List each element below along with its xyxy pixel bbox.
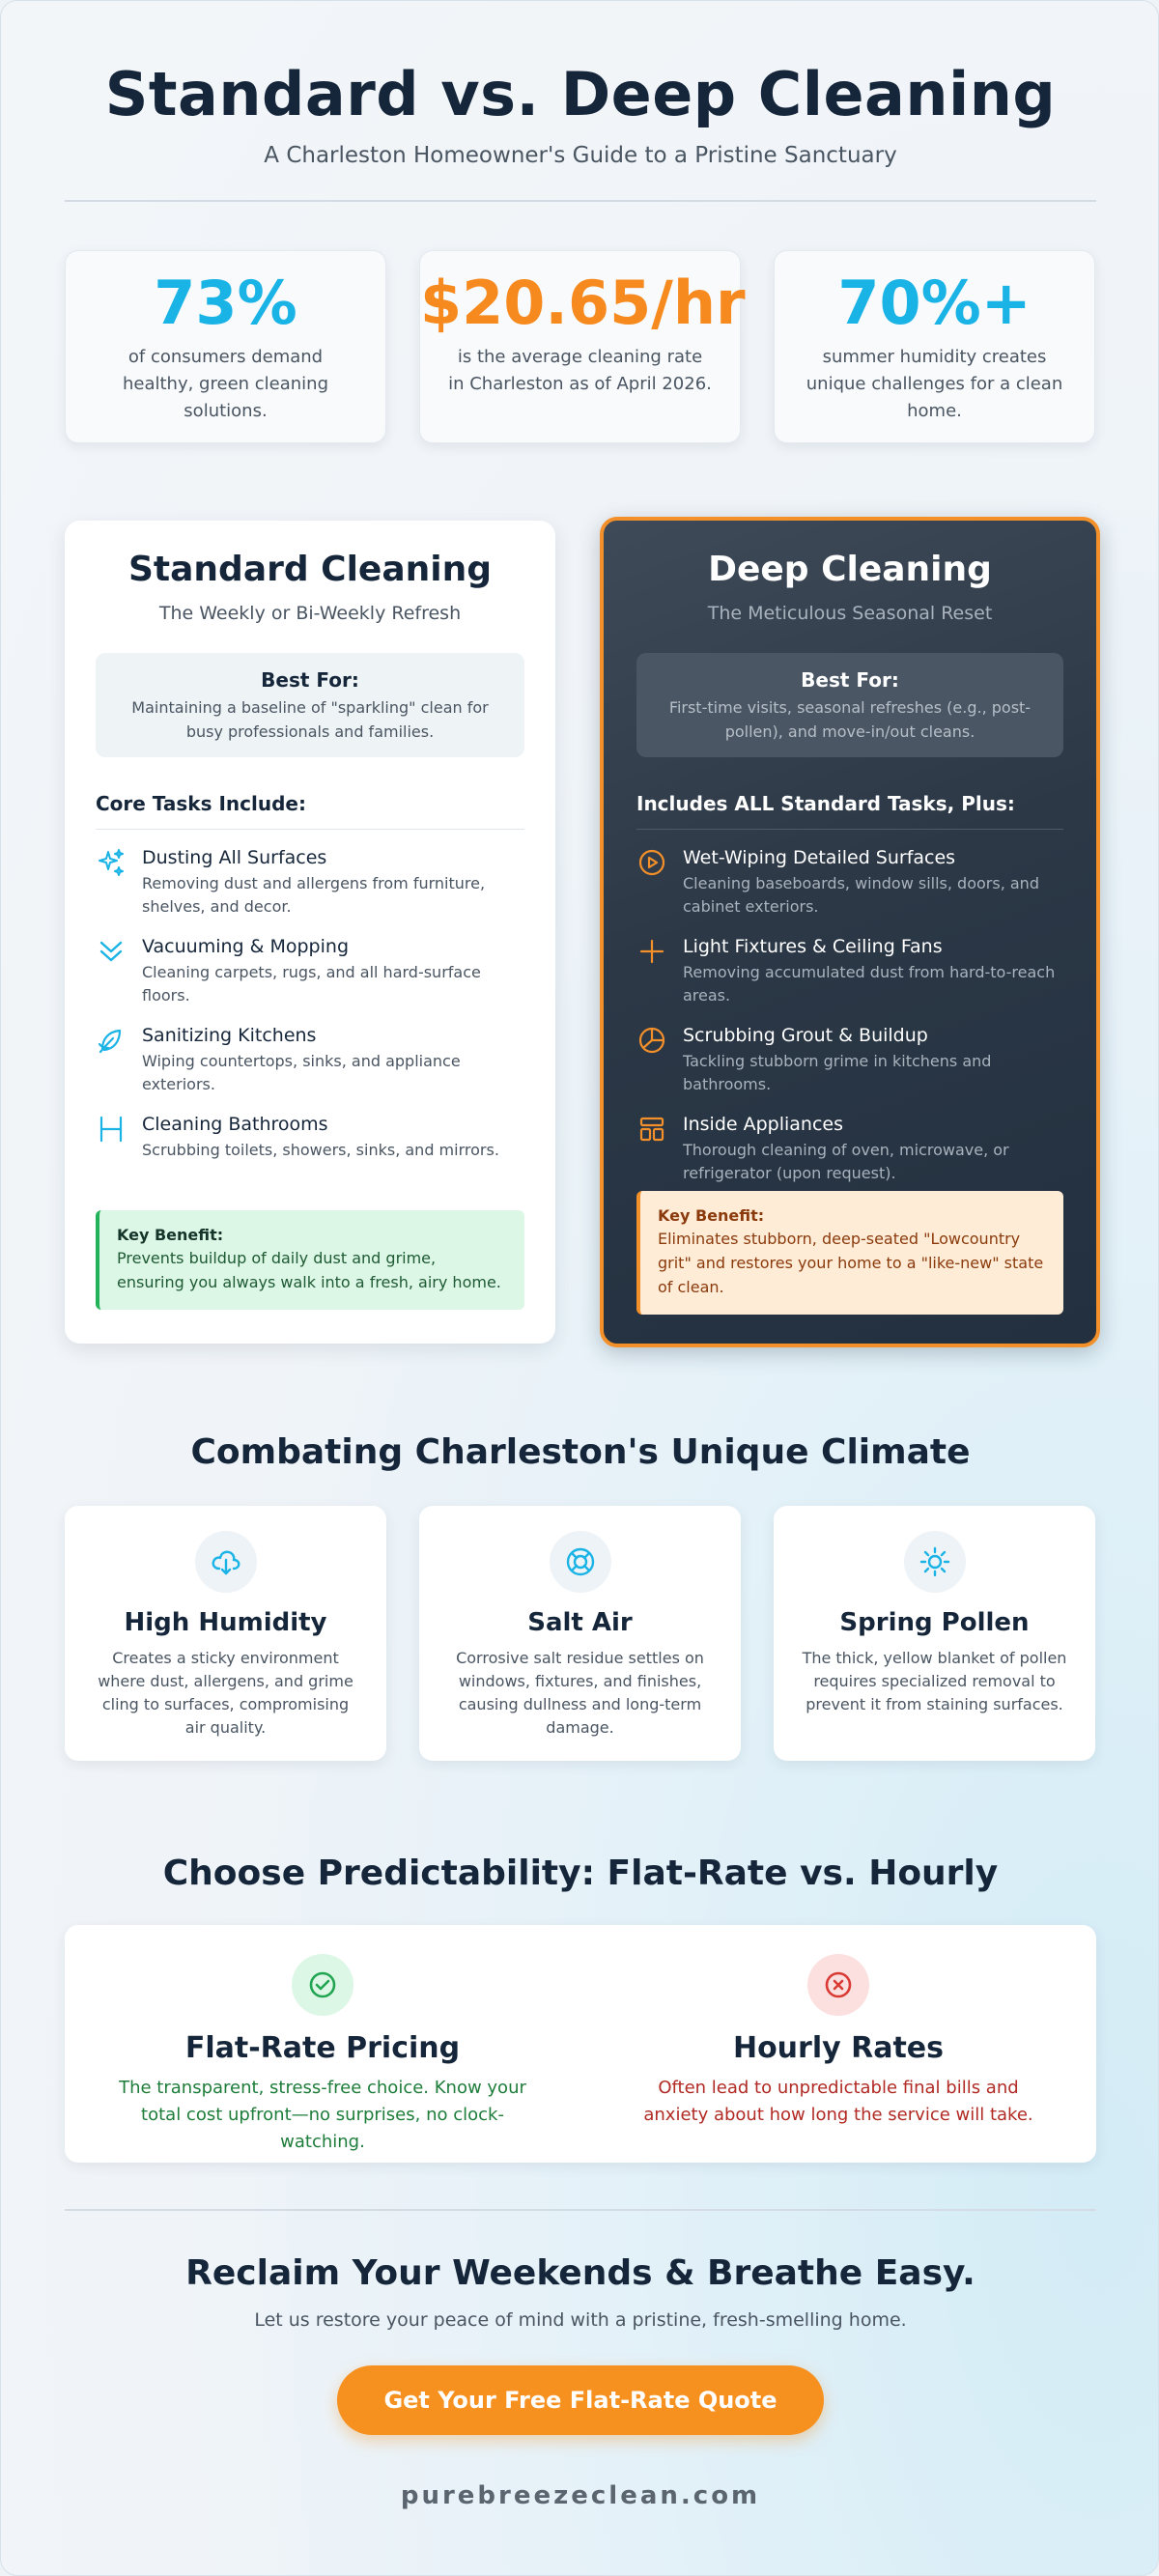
flat-rate-column (65, 1925, 580, 2156)
hourly-description: Often lead to unpredictable final bills and anxiety about how long the service will take. (643, 2078, 1033, 2125)
flat-rate-description: The transparent, stress-free choice. Know your total cost upfront—no surprises, no clock-watching. (119, 2078, 526, 2152)
task-description: Scrubbing toilets, showers, sinks, and mirrors. (142, 1141, 499, 1159)
task-description: Cleaning carpets, rugs, and all hard-surface floors. (142, 963, 481, 1005)
card-title: Standard Cleaning (127, 550, 492, 589)
task-item (96, 934, 524, 1007)
climate-card-salt-air (419, 1506, 741, 1761)
stat-description: of consumers demand healthy, green cleaning solutions. (122, 347, 329, 421)
task-title: Scrubbing Grout & Buildup (683, 1025, 928, 1046)
chevrons-down-icon (96, 936, 127, 967)
stat-value: 70%+ (837, 268, 1032, 338)
key-benefit-box (636, 1191, 1063, 1315)
task-description: Tackling stubborn grime in kitchens and bathrooms. (683, 1052, 992, 1093)
cta-title: Reclaim Your Weekends & Breathe Easy. (185, 2253, 975, 2293)
plus-icon (636, 936, 667, 967)
stat-value: 73% (154, 268, 297, 338)
task-description: Wiping countertops, sinks, and appliance exteriors. (142, 1052, 461, 1093)
task-title: Cleaning Bathrooms (142, 1114, 328, 1135)
best-for-heading: Best For: (261, 668, 359, 692)
stat-value: $20.65/hr (420, 268, 746, 338)
stat-description: is the average cleaning rate in Charleston as of April 2026. (448, 347, 712, 394)
climate-heading: Combating Charleston's Unique Climate (190, 1432, 971, 1472)
stat-card-humidity (774, 250, 1095, 443)
card-title: Deep Cleaning (708, 550, 992, 589)
play-circle-icon (636, 847, 667, 878)
task-item (96, 1112, 524, 1162)
stat-card-rate (419, 250, 746, 443)
icon-circle (904, 1531, 966, 1593)
divider (65, 200, 1096, 202)
climate-title: Spring Pollen (839, 1608, 1030, 1637)
task-item (96, 1023, 524, 1096)
bath-icon (96, 1114, 127, 1145)
task-item (636, 1023, 1063, 1096)
card-subtitle: The Meticulous Seasonal Reset (707, 603, 993, 624)
page-subtitle: A Charleston Homeowner's Guide to a Pristine Sanctuary (264, 143, 897, 168)
card-subtitle: The Weekly or Bi-Weekly Refresh (158, 603, 462, 624)
climate-title: High Humidity (124, 1608, 327, 1637)
pie-icon (636, 1025, 667, 1056)
climate-description: Corrosive salt residue settles on windows, fixtures, and finishes, causing dullness and long-term damage. (456, 1649, 704, 1737)
icon-circle (195, 1531, 257, 1593)
task-item (636, 845, 1063, 919)
task-title: Wet-Wiping Detailed Surfaces (683, 847, 956, 868)
benefit-heading: Key Benefit: (117, 1226, 224, 1244)
icon-circle (807, 1954, 869, 2016)
header (65, 59, 1096, 168)
flat-rate-title: Flat-Rate Pricing (184, 2031, 461, 2065)
standard-cleaning-card (65, 521, 555, 1344)
best-for-text: Maintaining a baseline of "sparkling" clean for busy professionals and families. (131, 698, 489, 741)
page-title: Standard vs. Deep Cleaning (104, 59, 1057, 129)
icon-circle (292, 1954, 353, 2016)
tasks-heading: Includes ALL Standard Tasks, Plus: (636, 792, 1063, 830)
climate-description: Creates a sticky environment where dust, allergens, and grime cling to surfaces, compromising air quality. (98, 1649, 353, 1737)
task-item (96, 845, 524, 919)
stat-description: summer humidity creates unique challenges for a clean home. (806, 347, 1063, 421)
task-title: Vacuuming & Mopping (142, 936, 350, 957)
tasks-heading: Core Tasks Include: (96, 792, 524, 830)
benefit-text: Eliminates stubborn, deep-seated "Lowcountry grit" and restores your home to a "like-new" state of clean. (658, 1230, 1044, 1296)
benefit-heading: Key Benefit: (658, 1206, 765, 1225)
task-title: Sanitizing Kitchens (142, 1025, 317, 1046)
icon-circle (550, 1531, 611, 1593)
deep-cleaning-card (600, 517, 1100, 1347)
climate-card-pollen (774, 1506, 1095, 1761)
pricing-heading: Choose Predictability: Flat-Rate vs. Hourly (162, 1854, 999, 1893)
best-for-text: First-time visits, seasonal refreshes (e.g., post-pollen), and move-in/out cleans. (668, 698, 1032, 741)
climate-card-humidity (65, 1506, 386, 1761)
key-benefit-box (96, 1210, 524, 1310)
hourly-title: Hourly Rates (732, 2031, 945, 2065)
hourly-column (580, 1925, 1096, 2129)
task-description: Thorough cleaning of oven, microwave, or refrigerator (upon request). (683, 1141, 1009, 1182)
x-circle-icon (821, 1967, 856, 2002)
cloud-download-icon (209, 1544, 243, 1579)
task-item (636, 934, 1063, 1007)
benefit-text: Prevents buildup of daily dust and grime, ensuring you always walk into a fresh, airy home. (117, 1249, 501, 1291)
leaf-icon (96, 1025, 127, 1056)
task-title: Light Fixtures & Ceiling Fans (683, 936, 943, 957)
layout-icon (636, 1114, 667, 1145)
pricing-card (65, 1925, 1096, 2163)
check-circle-icon (305, 1967, 340, 2002)
sparkles-icon (96, 847, 127, 878)
best-for-heading: Best For: (801, 668, 899, 692)
website-link[interactable]: purebreezeclean.com (400, 2481, 761, 2510)
best-for-box (96, 653, 524, 757)
climate-description: The thick, yellow blanket of pollen requires specialized removal to prevent it from staining surfaces. (802, 1649, 1067, 1713)
best-for-box (636, 653, 1063, 757)
task-description: Removing dust and allergens from furniture, shelves, and decor. (142, 874, 486, 916)
task-item (636, 1112, 1063, 1185)
climate-title: Salt Air (527, 1608, 633, 1637)
lifebuoy-icon (563, 1544, 598, 1579)
cta-subtitle: Let us restore your peace of mind with a pristine, fresh-smelling home. (254, 2309, 907, 2331)
task-description: Cleaning baseboards, window sills, doors, and cabinet exteriors. (683, 874, 1039, 916)
stat-card-green (65, 250, 386, 443)
task-description: Removing accumulated dust from hard-to-reach areas. (683, 963, 1056, 1005)
sun-icon (918, 1544, 952, 1579)
divider (65, 2209, 1096, 2211)
get-quote-button[interactable]: Get Your Free Flat-Rate Quote (337, 2365, 824, 2435)
task-title: Inside Appliances (683, 1114, 844, 1135)
task-title: Dusting All Surfaces (142, 847, 327, 868)
